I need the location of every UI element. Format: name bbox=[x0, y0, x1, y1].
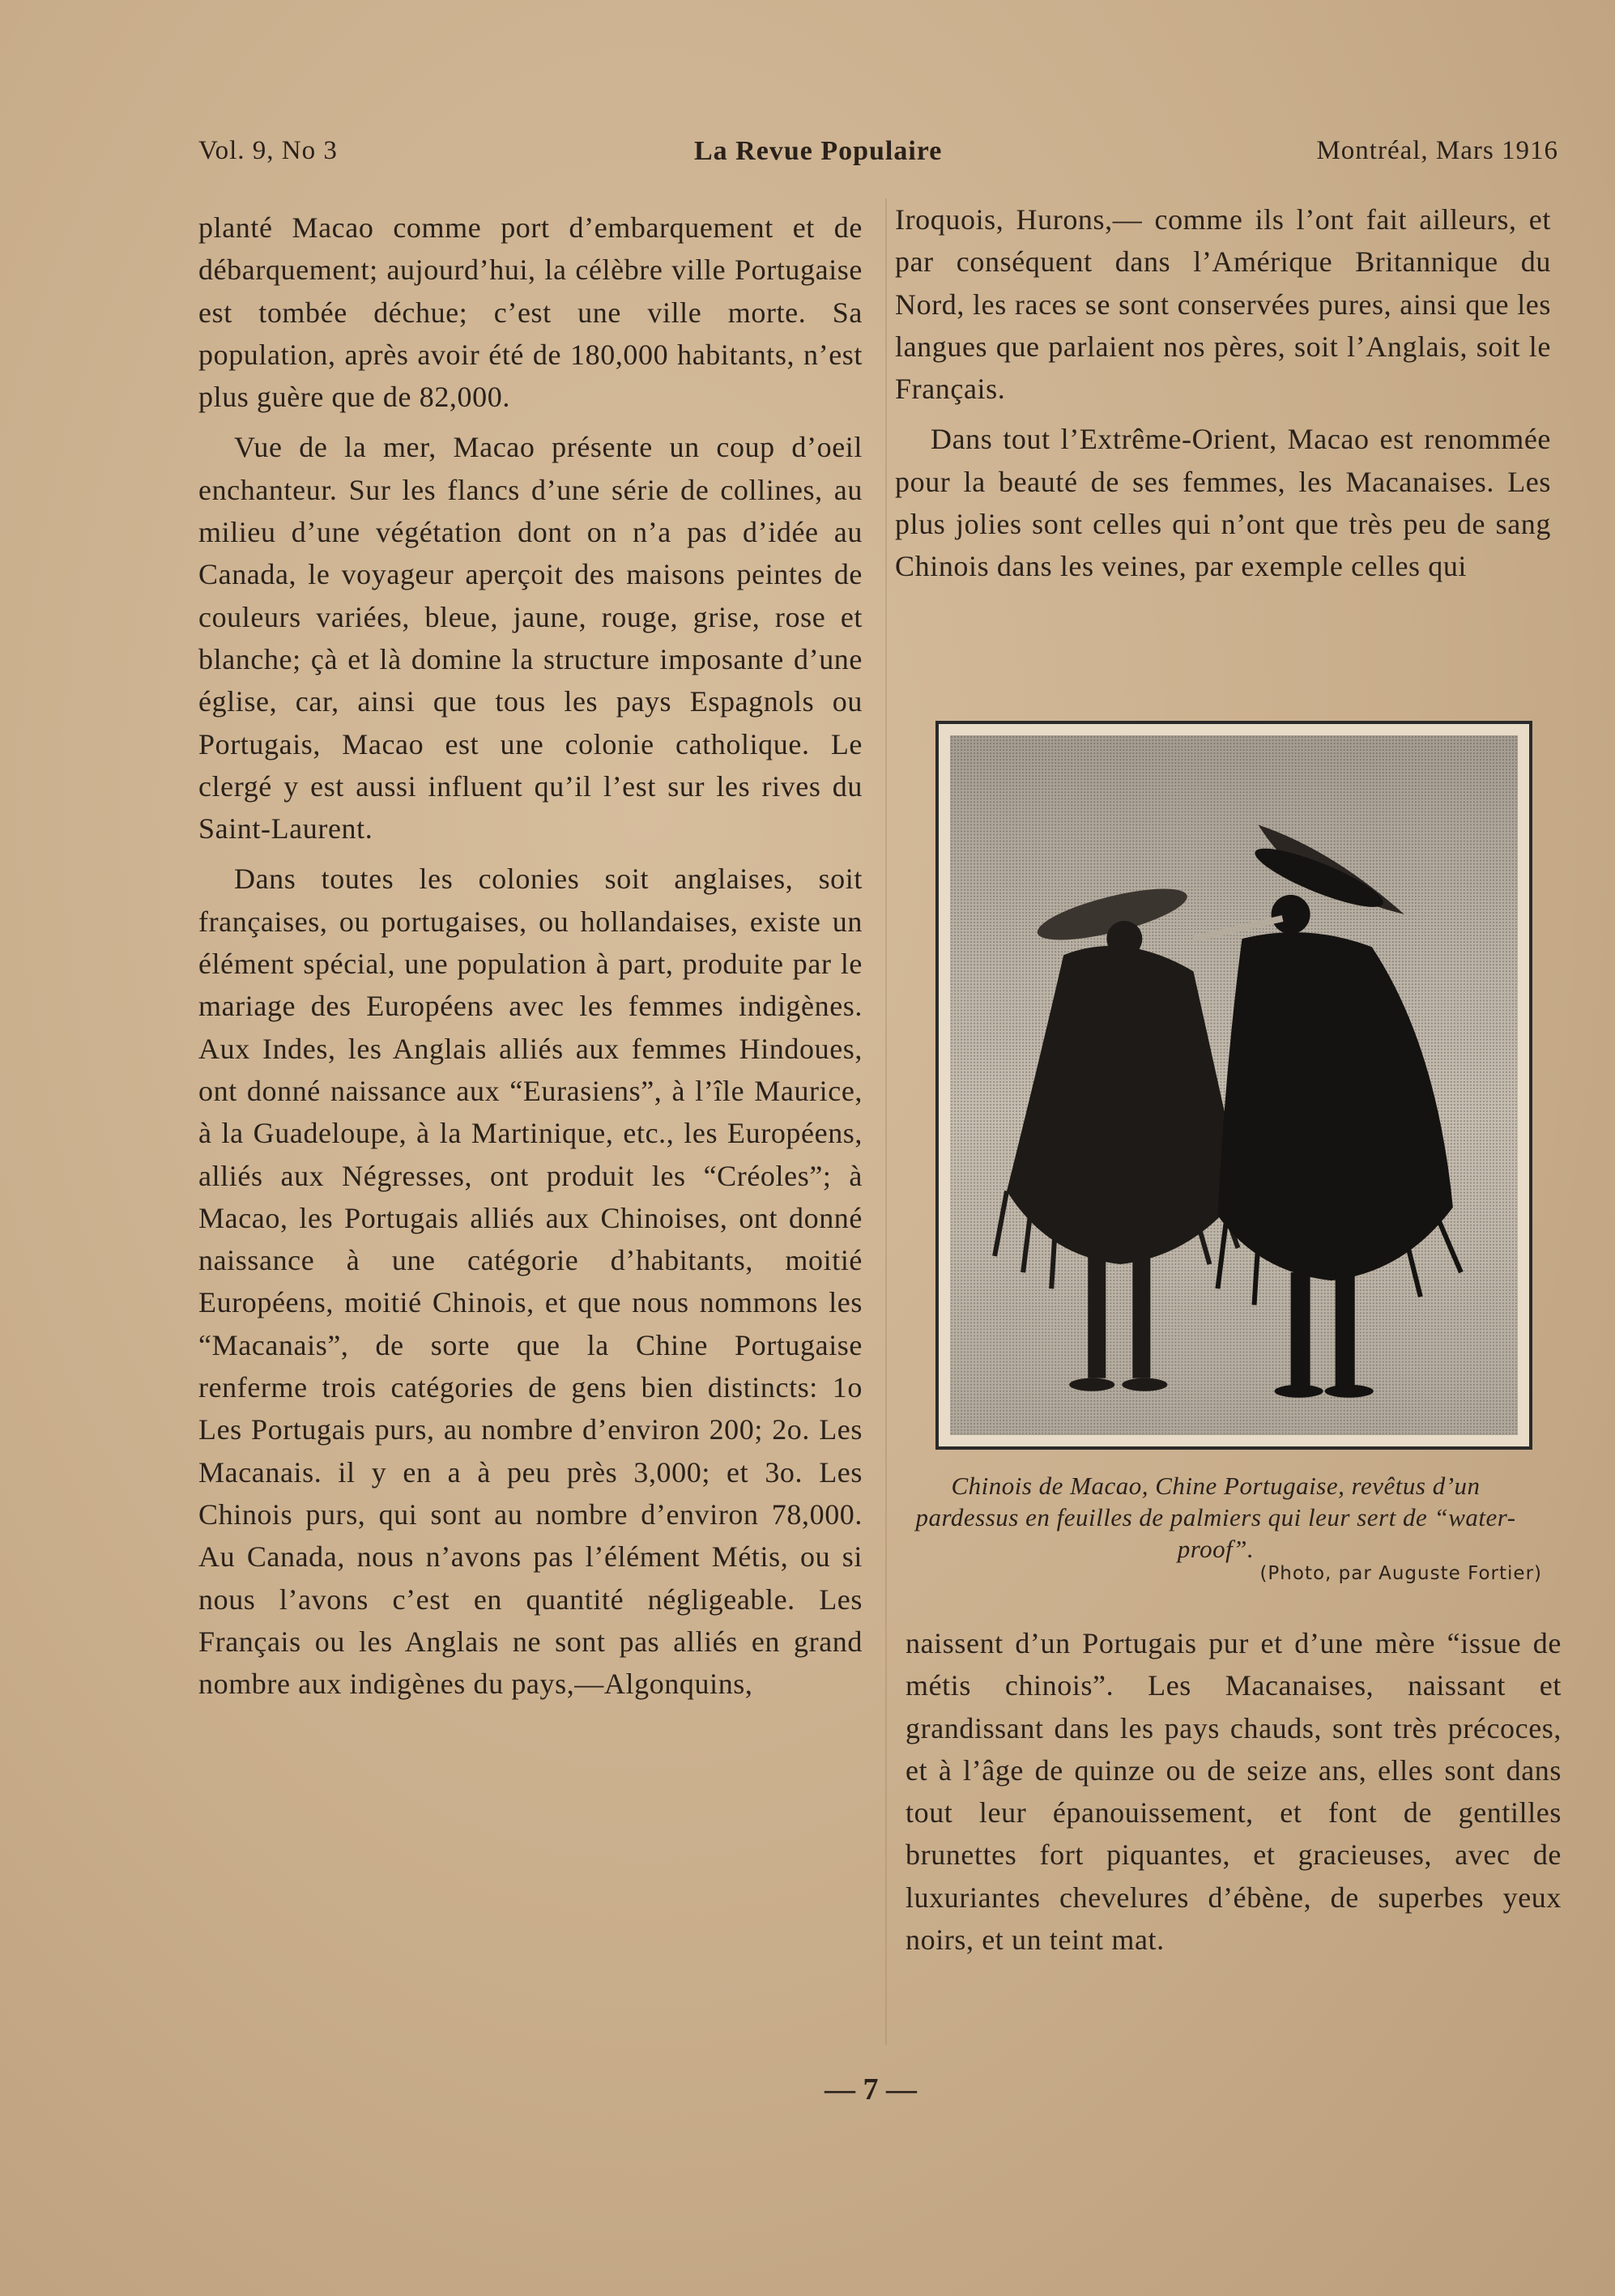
issue-date: Montréal, Mars 1916 bbox=[1316, 136, 1558, 165]
right-column-bottom bbox=[906, 1622, 1562, 1969]
page-fold-line bbox=[885, 198, 887, 2045]
photo-image bbox=[950, 735, 1518, 1435]
paragraph: planté Macao comme port d’embarquement et de débarquement; aujourd’hui, la célèbre ville Portugaise est tombée déchue; c’est une ville morte. Sa population, après avoir été de 180,000 habitants, n’est plus guère que de 82,000. bbox=[198, 211, 863, 414]
page-header bbox=[198, 136, 1558, 177]
photograph bbox=[935, 721, 1532, 1450]
page-number: — 7 — bbox=[825, 2072, 917, 2106]
paragraph: Iroquois, Hurons,— comme ils l’ont fait ailleurs, et par conséquent dans l’Amérique Britannique du Nord, les races se sont conservées pures, ainsi que les langues que parlaient nos pères, soit l’Anglais, soit le Français. bbox=[895, 203, 1551, 406]
right-column-top bbox=[895, 198, 1551, 596]
paragraph: naissent d’un Portugais pur et d’une mère “issue de métis chinois”. Les Macanaises, naissant et grandissant dans les pays chauds, sont très précoces, et à l’âge de quinze ou de seize ans, elles sont dans tout leur épanouissement, et font de gentilles brunettes fort piquantes, et gracieuses, avec de luxuriantes chevelures d’ébène, de superbes yeux noirs, et un teint mat. bbox=[906, 1627, 1562, 1957]
left-column bbox=[198, 207, 863, 1713]
paragraph: Vue de la mer, Macao présente un coup d’oeil enchanteur. Sur les flancs d’une série de collines, au milieu d’une végétation dont on n’a pas d’idée au Canada, le voyageur aperçoit des maisons peintes de couleurs variées, bleue, jaune, rouge, grise, rose et blanche; çà et là domine la structure imposante d’une église, car, ainsi que tous les pays Espagnols ou Portugais, Macao est une colonie catholique. Le clergé y est aussi influent qu’il l’est sur les rives du Saint-Laurent. bbox=[198, 431, 863, 846]
publication-title: La Revue Populaire bbox=[694, 136, 943, 166]
paragraph: Dans tout l’Extrême-Orient, Macao est renommée pour la beauté de ses femmes, les Macanaises. Les plus jolies sont celles qui n’ont que très peu de sang Chinois dans les veines, par exemple celles qui bbox=[895, 423, 1551, 583]
volume-label: Vol. 9, No 3 bbox=[198, 136, 338, 165]
photo-caption: Chinois de Macao, Chine Portugaise, revêtus d’un pardessus en feuilles de palmiers qui leur sert de “water-proof”. bbox=[915, 1472, 1516, 1563]
photo-credit: (Photo, par Auguste Fortier) bbox=[1259, 1563, 1542, 1584]
paragraph: Dans toutes les colonies soit anglaises, soit françaises, ou portugaises, ou hollandaises, existe un élément spécial, une population à part, produite par le mariage des Européens avec les femmes indigènes. Aux Indes, les Anglais alliés aux femmes Hindoues, ont donné naissance aux “Eurasiens”, à l’île Maurice, à la Guadeloupe, à la Martinique, etc., les Européens, alliés aux Négresses, ont produit les “Créoles”; à Macao, les Portugais alliés aux Chinoises, ont donné naissance à une catégorie d’habitants, moitié Européens, moitié Chinois, et que nous nommons les “Macanais”, de sorte que la Chine Portugaise renferme trois catégories de gens bien distincts: 1o Les Portugais purs, au nombre d’environ 200; 2o. Les Macanais. il y en a à peu près 3,000; et 3o. Les Chinois purs, qui sont au nombre d’environ 78,000. Au Canada, nous n’avons pas l’élément Métis, ou si nous l’avons c’est en quantité négligeable. Les Français ou les Anglais ne sont pas alliés en grand nombre aux indigènes du pays,—Algonquins, bbox=[198, 863, 863, 1701]
